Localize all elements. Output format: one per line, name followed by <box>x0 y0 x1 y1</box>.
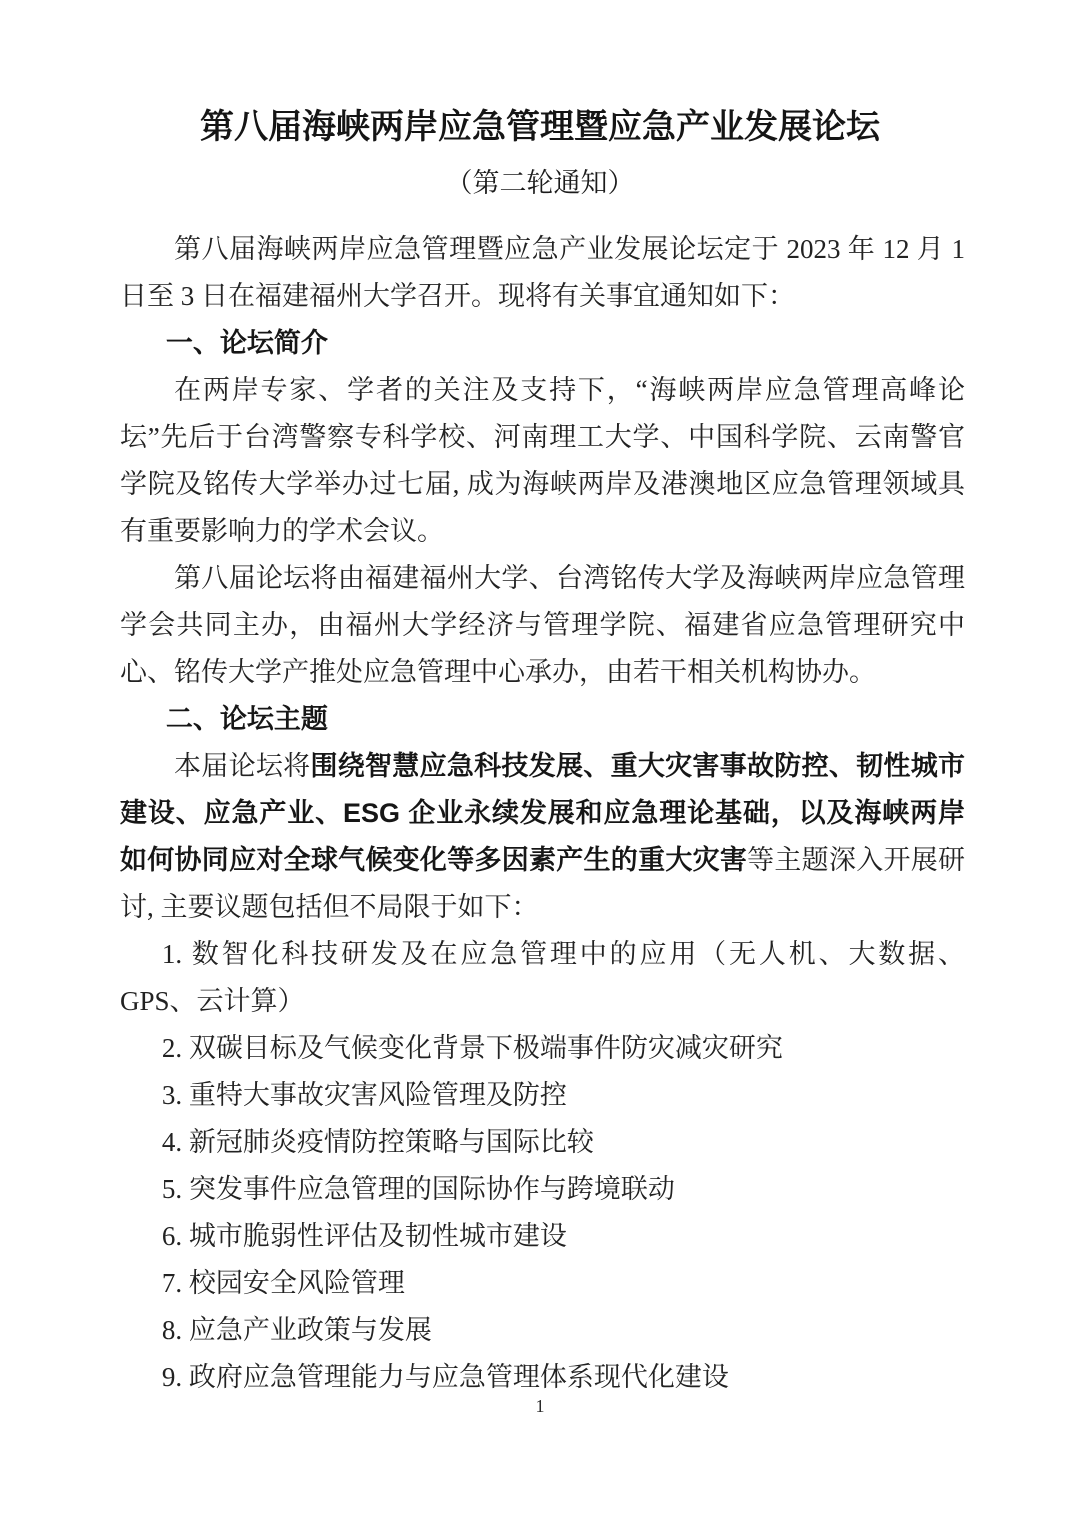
section1-paragraph-2: 第八届论坛将由福建福州大学、台湾铭传大学及海峡两岸应急管理学会共同主办，由福州大学经济与管理学院、福建省应急管理研究中心、铭传大学产推处应急管理中心承办，由若干相关机构协办。 <box>120 563 965 687</box>
topic-item-4: 4. 新冠肺炎疫情防控策略与国际比较 <box>161 1127 594 1157</box>
theme-text-tail: 等主题深入开展研讨, 主要议题包括但不局限于如下： <box>120 845 966 922</box>
theme-text-bold: 围绕智慧应急科技发展、重大灾害事故防控、韧性城市建设、应急产业、ESG 企业永续发展和应急理论基础，以及海峡两岸如何协同应对全球气候变化等多因素产生的重大灾害 <box>120 751 966 875</box>
section2-theme-paragraph <box>120 743 965 931</box>
document-body <box>120 226 965 1401</box>
topic-item-6: 6. 城市脆弱性评估及韧性城市建设 <box>161 1221 567 1251</box>
intro-paragraph: 第八届海峡两岸应急管理暨应急产业发展论坛定于 2023 年 12 月 1 日至 3 日在福建福州大学召开。现将有关事宜通知如下： <box>120 234 965 311</box>
theme-text-lead: 本届论坛将 <box>174 751 311 781</box>
topic-item-3: 3. 重特大事故灾害风险管理及防控 <box>161 1080 567 1110</box>
topic-item-5: 5. 突发事件应急管理的国际协作与跨境联动 <box>161 1174 675 1204</box>
topic-item-8: 8. 应急产业政策与发展 <box>161 1315 432 1345</box>
topic-item-9: 9. 政府应急管理能力与应急管理体系现代化建设 <box>161 1362 729 1392</box>
topic-item-1: 1. 数智化科技研发及在应急管理中的应用（无人机、大数据、GPS、云计算） <box>120 939 965 1016</box>
section1-heading: 一、论坛简介 <box>165 328 328 358</box>
document-subtitle: （第二轮通知） <box>445 168 635 198</box>
section1-paragraph-1: 在两岸专家、学者的关注及支持下，“海峡两岸应急管理高峰论坛”先后于台湾警察专科学校、河南理工大学、中国科学院、云南警官学院及铭传大学举办过七届, 成为海峡两岸及港澳地区应急管理领域具有重要影响力的学术会议。 <box>120 375 965 546</box>
page-number: 1 <box>535 1396 545 1416</box>
document-title: 第八届海峡两岸应急管理暨应急产业发展论坛 <box>200 108 880 146</box>
topic-item-2: 2. 双碳目标及气候变化背景下极端事件防灾减灾研究 <box>161 1033 783 1063</box>
topic-item-7: 7. 校园安全风险管理 <box>161 1268 405 1298</box>
section2-heading: 二、论坛主题 <box>165 704 328 734</box>
